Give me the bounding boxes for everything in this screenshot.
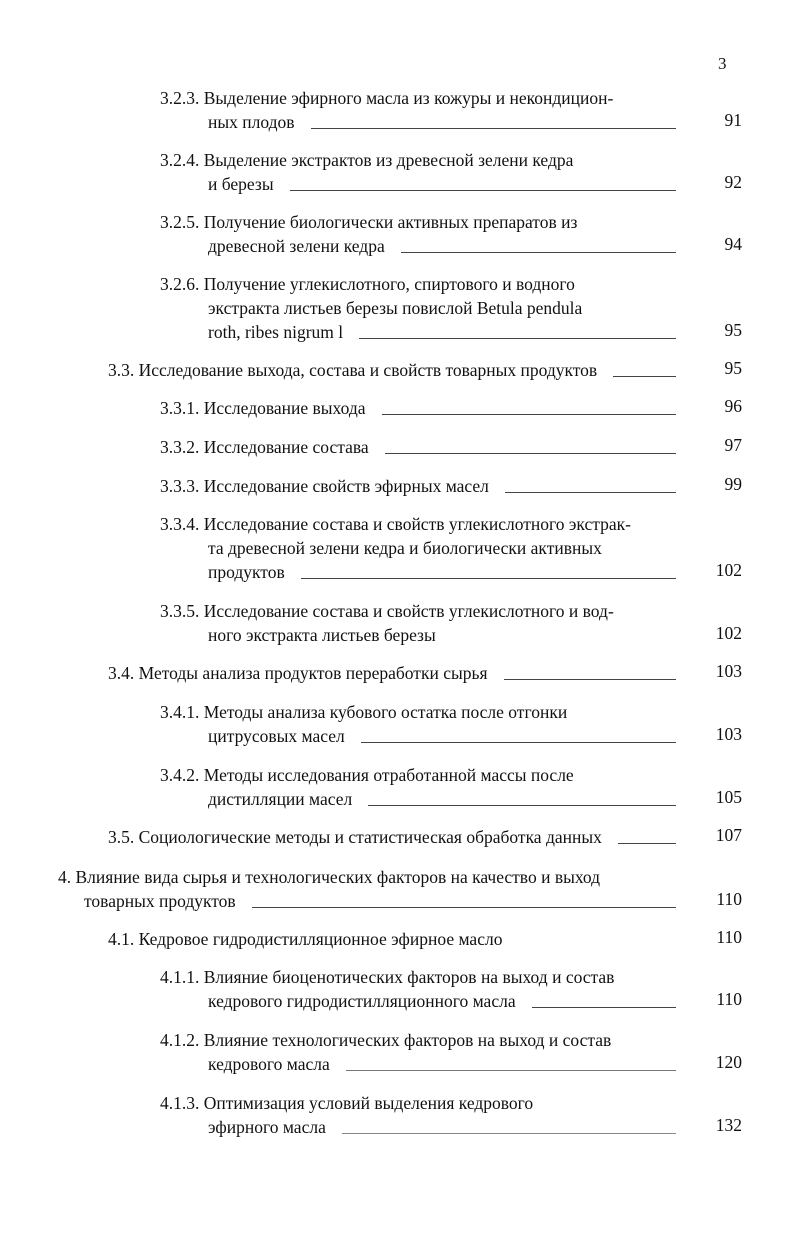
toc-page-number: 92 <box>724 172 742 192</box>
leader-line <box>290 189 676 191</box>
toc-entry-line: 3.3.2. Исследование состава <box>160 437 369 457</box>
toc-page-number: 102 <box>715 560 742 580</box>
toc-page-number: 103 <box>715 724 742 744</box>
toc-entry-line: 3.4.1. Методы анализа кубового остатка после отгонки <box>160 702 568 722</box>
toc-entry-line: эфирного масла <box>208 1117 326 1137</box>
leader-line <box>301 577 676 579</box>
toc-page-number: 91 <box>724 110 742 130</box>
toc-page-number: 110 <box>716 989 742 1009</box>
leader-line <box>361 741 676 743</box>
toc-entry-3-4-1 <box>160 700 742 750</box>
toc-entry-3-3-4 <box>160 512 742 586</box>
toc-entry-3-3-5 <box>160 599 742 649</box>
toc-entry-line: 3.5. Социологические методы и статистическая обработка данных <box>108 827 602 847</box>
leader-line <box>382 413 676 415</box>
toc-entry-line: цитрусовых масел <box>208 726 345 746</box>
toc-entry-3-3 <box>108 358 742 384</box>
toc-entry-line: продуктов <box>208 562 285 582</box>
toc-entry-3-2-4 <box>160 148 742 198</box>
leader-line <box>532 1006 676 1008</box>
toc-entry-line: 3.2.4. Выделение экстрактов из древесной зелени кедра <box>160 150 574 170</box>
toc-page-number: 110 <box>716 889 742 909</box>
toc-entry-line: экстракта листьев березы повислой Betula pendula <box>208 298 583 318</box>
toc-entry-line: 3.2.3. Выделение эфирного масла из кожуры и некондицион- <box>160 88 614 108</box>
toc-entry-3-3-3 <box>160 474 742 500</box>
leader-line <box>385 452 676 454</box>
toc-entry-3-2-6 <box>160 272 742 346</box>
page-number: 3 <box>718 54 727 73</box>
leader-line <box>505 491 676 493</box>
toc-entry-4-1-2 <box>160 1028 742 1078</box>
leader-line <box>342 1132 676 1134</box>
toc-page-number: 132 <box>715 1115 742 1135</box>
toc-entry-line: 3.3.4. Исследование состава и свойств углекислотного экстрак- <box>160 514 631 534</box>
toc-entry-line: 3.3. Исследование выхода, состава и свойств товарных продуктов <box>108 360 598 380</box>
toc-page-number: 95 <box>724 320 742 340</box>
toc-page-number: 99 <box>724 474 742 494</box>
toc-entry-line: та древесной зелени кедра и биологически активных <box>208 538 602 558</box>
toc-entry-line: 3.4. Методы анализа продуктов переработки сырья <box>108 663 488 683</box>
toc-entry-line: кедрового гидродистилляционного масла <box>208 991 516 1011</box>
toc-page-number: 94 <box>724 234 742 254</box>
toc-page-number: 105 <box>715 787 742 807</box>
toc-entry-line: кедрового масла <box>208 1054 330 1074</box>
toc-entry-line: ного экстракта листьев березы <box>208 625 436 645</box>
toc-page-number: 96 <box>724 396 742 416</box>
toc-page-number: 95 <box>724 358 742 378</box>
toc-page-number: 120 <box>715 1052 742 1072</box>
leader-line <box>401 251 676 253</box>
toc-entry-3-4-2 <box>160 763 742 813</box>
toc-entry-line: 3.2.6. Получение углекислотного, спиртового и водного <box>160 274 575 294</box>
leader-line <box>311 127 676 129</box>
toc-entry-line: 3.3.3. Исследование свойств эфирных масел <box>160 476 489 496</box>
leader-line <box>613 375 676 377</box>
toc-page-number: 110 <box>716 927 742 947</box>
toc-entry-line: ных плодов <box>208 112 295 132</box>
toc-entry-3-3-2 <box>160 435 742 461</box>
toc-entry-3-2-5 <box>160 210 742 260</box>
leader-line <box>368 804 676 806</box>
toc-entry-4-1-1 <box>160 965 742 1015</box>
toc-page-number: 103 <box>715 661 742 681</box>
toc-entry-line: 4.1. Кедровое гидродистилляционное эфирное масло <box>108 929 503 949</box>
toc-entry-4-1-3 <box>160 1091 742 1141</box>
toc-entry-3-3-1 <box>160 396 742 422</box>
toc-entry-line: дистилляции масел <box>208 789 353 809</box>
toc-page-number: 102 <box>715 623 742 643</box>
toc-entry-line: 3.3.5. Исследование состава и свойств углекислотного и вод- <box>160 601 614 621</box>
leader-line <box>504 678 676 680</box>
toc-entry-3-2-3 <box>160 86 742 136</box>
leader-line <box>618 842 676 844</box>
toc-entry-line: товарных продуктов <box>84 891 236 911</box>
leader-line <box>252 906 676 908</box>
toc-entry-line: и березы <box>208 174 274 194</box>
leader-line <box>359 337 676 339</box>
toc-entry-line: 4.1.1. Влияние биоценотических факторов на выход и состав <box>160 967 615 987</box>
toc-entry-line: 4. Влияние вида сырья и технологических факторов на качество и выход <box>58 867 601 887</box>
toc-entry-4 <box>58 865 742 915</box>
toc-entry-line: древесной зелени кедра <box>208 236 385 256</box>
toc-entry-line: 3.2.5. Получение биологически активных препаратов из <box>160 212 578 232</box>
toc-entry-3-4 <box>108 661 742 687</box>
toc-entry-line: 3.4.2. Методы исследования отработанной массы после <box>160 765 574 785</box>
toc-entry-4-1 <box>108 927 742 953</box>
toc-entry-line: 4.1.3. Оптимизация условий выделения кедрового <box>160 1093 534 1113</box>
toc-entry-line: roth, ribes nigrum l <box>208 322 344 342</box>
toc-entry-line: 4.1.2. Влияние технологических факторов на выход и состав <box>160 1030 612 1050</box>
toc-page-number: 97 <box>724 435 742 455</box>
leader-line <box>346 1069 676 1071</box>
toc-entry-line: 3.3.1. Исследование выхода <box>160 398 366 418</box>
toc-entry-3-5 <box>108 825 742 851</box>
toc-page-number: 107 <box>715 825 742 845</box>
